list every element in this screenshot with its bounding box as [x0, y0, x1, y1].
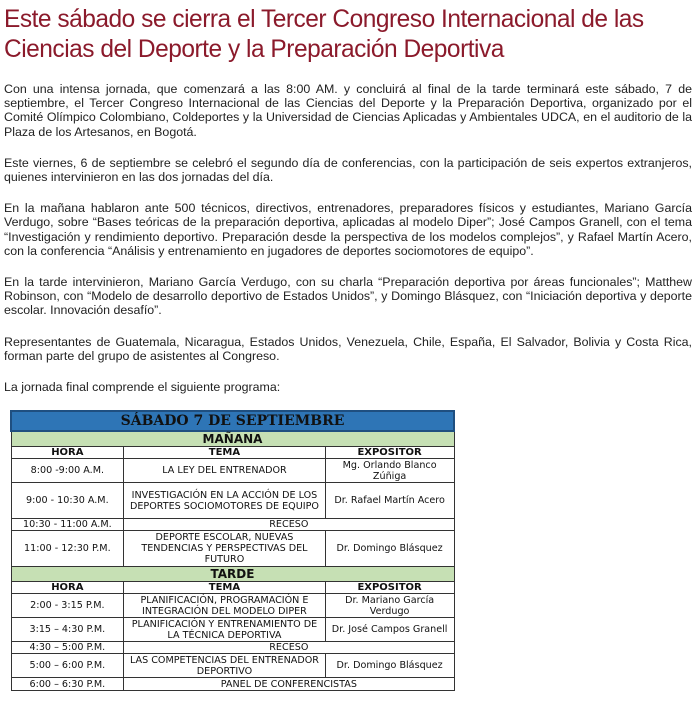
table-row [11, 642, 454, 654]
column-header-tema: TEMA [124, 582, 326, 594]
row-tema: RECESO [124, 642, 454, 654]
table-row [11, 531, 454, 567]
program-day-heading: SÁBADO 7 DE SEPTIEMBRE [11, 411, 454, 431]
table-row [11, 483, 454, 519]
row-expositor: Mg. Orlando Blanco Zúñiga [325, 459, 454, 483]
row-tema: PANEL DE CONFERENCISTAS [124, 678, 454, 691]
row-hora: 9:00 - 10:30 A.M. [11, 483, 124, 519]
row-hora: 3:15 – 4:30 P.M. [11, 618, 124, 642]
row-hora: 6:00 – 6:30 P.M. [11, 678, 124, 691]
row-tema: RECESO [124, 519, 454, 531]
row-tema: INVESTIGACIÓN EN LA ACCIÓN DE LOS DEPORTES SOCIOMOTORES DE EQUIPO [124, 483, 326, 519]
row-hora: 8:00 -9:00 A.M. [11, 459, 124, 483]
row-tema: PLANIFICACIÓN Y ENTRENAMIENTO DE LA TÉCNICA DEPORTIVA [124, 618, 326, 642]
column-header-expositor: EXPOSITOR [325, 447, 454, 459]
row-hora: 10:30 - 11:00 A.M. [11, 519, 124, 531]
row-expositor: Dr. Domingo Blásquez [325, 654, 454, 678]
row-expositor: Dr. Domingo Blásquez [325, 531, 454, 567]
row-expositor: Dr. José Campos Granell [325, 618, 454, 642]
row-expositor: Dr. Mariano García Verdugo [325, 594, 454, 618]
row-tema: LA LEY DEL ENTRENADOR [124, 459, 326, 483]
table-row [11, 459, 454, 483]
afternoon-section-heading: TARDE [11, 567, 454, 582]
paragraph-afternoon-speakers: En la tarde intervinieron, Mariano García Verdugo, con su charla “Preparación deportiva por áreas funcionales”; Matthew Robinson, con “Modelo de desarrollo deportivo de Estados Unidos”, y Domingo Blásquez, con “Iniciación deportiva y deporte escolar. Innovación desafío”. [4, 275, 692, 318]
table-row [11, 678, 454, 691]
column-header-hora: HORA [11, 582, 124, 594]
column-header-tema: TEMA [124, 447, 326, 459]
paragraph-intro: Con una intensa jornada, que comenzará a las 8:00 AM. y concluirá al final de la tarde terminará este sábado, 7 de septiembre, el Tercer Congreso Internacional de las Ciencias del Deporte y la Preparación Deportiva, organizado por el Comité Olímpico Colombiano, Coldeportes y la Universidad de Ciencias Aplicadas y Ambientales UDCA, en el auditorio de la Plaza de los Artesanos, en Bogotá. [4, 82, 692, 139]
article-body [4, 82, 692, 411]
column-header-hora: HORA [11, 447, 124, 459]
morning-section-heading: MAÑANA [11, 431, 454, 447]
row-tema: DEPORTE ESCOLAR, NUEVAS TENDENCIAS Y PERSPECTIVAS DEL FUTURO [124, 531, 326, 567]
paragraph-friday: Este viernes, 6 de septiembre se celebró el segundo día de conferencias, con la participación de seis expertos extranjeros, quienes intervinieron en las dos jornadas del día. [4, 155, 692, 185]
row-expositor: Dr. Rafael Martín Acero [325, 483, 454, 519]
table-row [11, 519, 454, 531]
table-row [11, 594, 454, 618]
column-header-expositor: EXPOSITOR [325, 582, 454, 594]
row-hora: 2:00 - 3:15 P.M. [11, 594, 124, 618]
row-hora: 11:00 - 12:30 P.M. [11, 531, 124, 567]
article-title: Este sábado se cierra el Tercer Congreso Internacional de las Ciencias del Deporte y la Preparación Deportiva [4, 5, 644, 63]
row-hora: 5:00 – 6:00 P.M. [11, 654, 124, 678]
paragraph-program-intro: La jornada final comprende el siguiente programa: [4, 380, 281, 395]
paragraph-morning-speakers: En la mañana hablaron ante 500 técnicos, directivos, entrenadores, preparadores físicos y estudiantes, Mariano García Verdugo, sobre “Bases teóricas de la preparación deportiva, aplicadas al modelo Diper”; José Campos Granell, con el tema “Investigación y rendimiento deportivo. Preparación desde la perspectiva de los modelos complejos”, y Rafael Martín Acero, con la conferencia “Análisis y entrenamiento en jugadores de deportes sociomotores de equipo”. [4, 201, 692, 258]
table-row [11, 654, 454, 678]
row-tema: LAS COMPETENCIAS DEL ENTRENADOR DEPORTIVO [124, 654, 326, 678]
row-hora: 4:30 – 5:00 P.M. [11, 642, 124, 654]
row-tema: PLANIFICACIÓN, PROGRAMACIÓN E INTEGRACIÓN DEL MODELO DIPER [124, 594, 326, 618]
program-table [10, 410, 455, 691]
paragraph-countries: Representantes de Guatemala, Nicaragua, Estados Unidos, Venezuela, Chile, España, El Salvador, Bolivia y Costa Rica, forman parte del grupo de asistentes al Congreso. [4, 334, 692, 363]
table-row [11, 618, 454, 642]
